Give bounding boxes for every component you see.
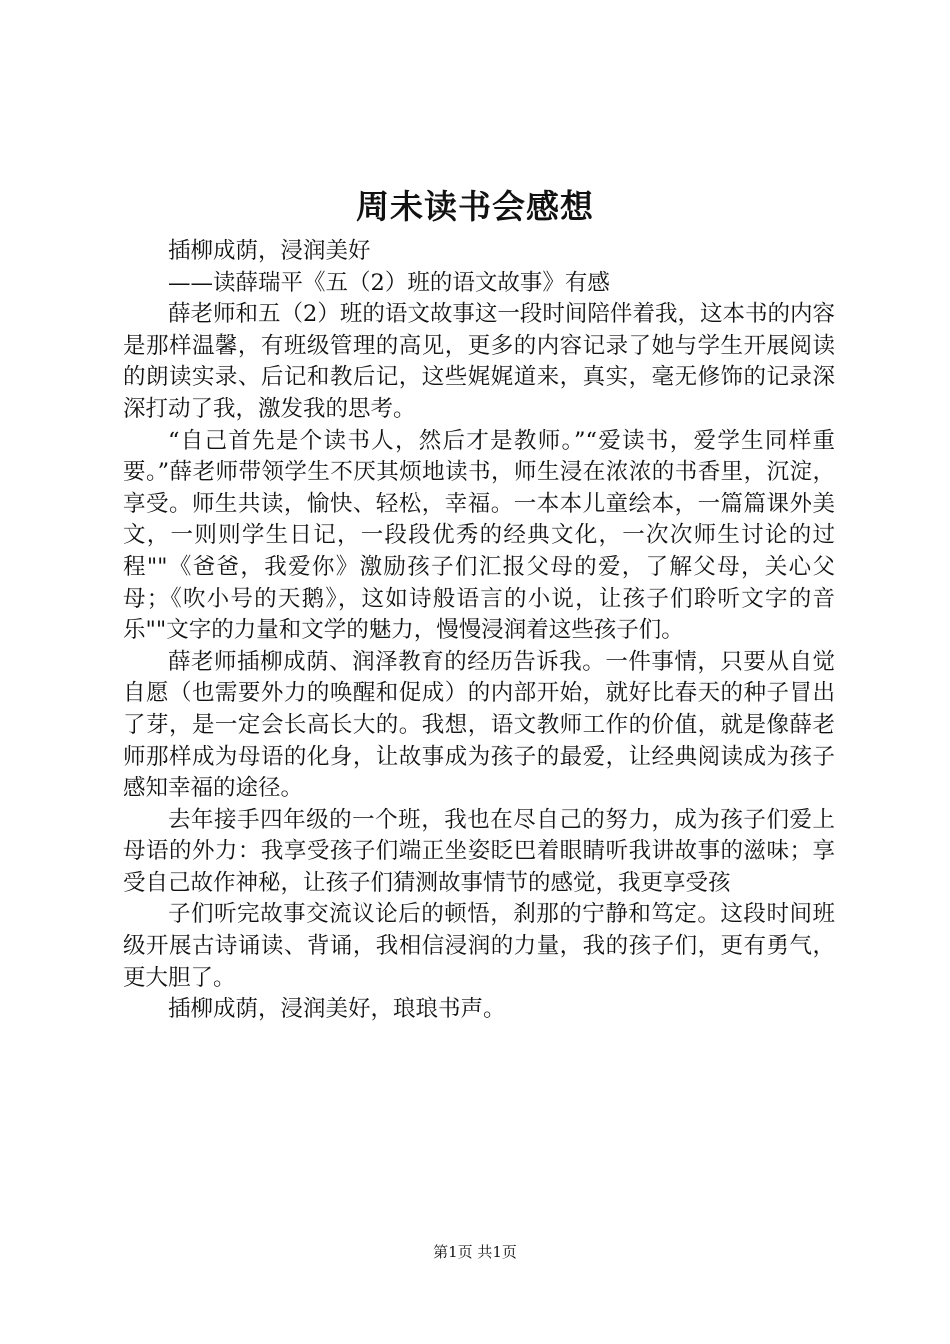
paragraph: 薛老师和五（2）班的语文故事这一段时间陪伴着我，这本书的内容是那样温馨，有班级管理的高见，更多的内容记录了她与学生开展阅读的朗读实录、后记和教后记，这些娓娓道来，真实，毫无修饰的记录深深打动了我，激发我的思考。: [123, 301, 835, 422]
paragraph: “自己首先是个读书人，然后才是教师。”“爱读书，爱学生同样重要。”薛老师带领学生不厌其烦地读书，师生浸在浓浓的书香里，沉淀，享受。师生共读，愉快、轻松，幸福。一本本儿童绘本，一篇篇课外美文，一则则学生日记，一段段优秀的经典文化，一次次师生讨论的过程""《爸爸，我爱你》激励孩子们汇报父母的爱，了解父母，关心父母；《吹小号的天鹅》，这如诗般语言的小说，让孩子们聆听文字的音乐""文字的力量和文学的魅力，慢慢浸润着这些孩子们。: [123, 427, 835, 644]
paragraph: 子们听完故事交流议论后的顿悟，刹那的宁静和笃定。这段时间班级开展古诗诵读、背诵，我相信浸润的力量，我的孩子们，更有勇气，更大胆了。: [123, 901, 835, 991]
paragraph-subtitle-source: ——读薛瑞平《五（2）班的语文故事》有感: [168, 269, 610, 296]
paragraph: 薛老师插柳成荫、润泽教育的经历告诉我。一件事情，只要从自觉自愿（也需要外力的唤醒和促成）的内部开始，就好比春天的种子冒出了芽，是一定会长高长大的。我想，语文教师工作的价值，就是像薛老师那样成为母语的化身，让故事成为孩子的最爱，让经典阅读成为孩子感知幸福的途径。: [123, 648, 835, 802]
paragraph-subtitle: 插柳成荫，浸润美好: [168, 238, 371, 264]
paragraph: 去年接手四年级的一个班，我也在尽自己的努力，成为孩子们爱上母语的外力：我享受孩子们端正坐姿眨巴着眼睛听我讲故事的滋味；享受自己故作神秘，让孩子们猜测故事情节的感觉，我更享受孩: [123, 806, 835, 896]
page-number-footer: 第1页 共1页: [433, 1243, 517, 1261]
paragraph-closing: 插柳成荫，浸润美好，琅琅书声。: [168, 996, 506, 1023]
document-body: [123, 236, 835, 1026]
document-title: 周未读书会感想: [356, 187, 594, 226]
